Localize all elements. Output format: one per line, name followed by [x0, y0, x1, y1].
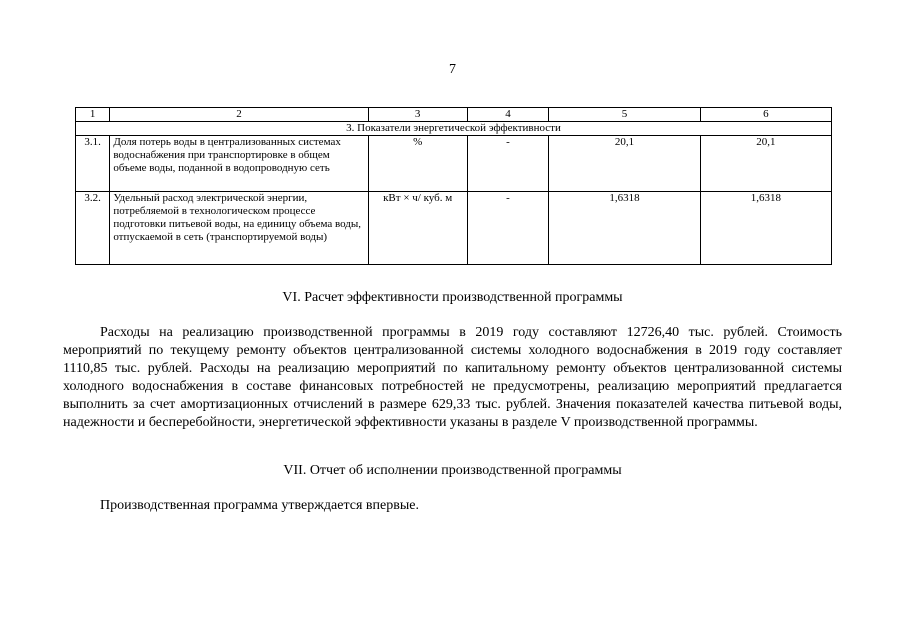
section-7-paragraph: Производственная программа утверждается впервые. — [100, 498, 419, 513]
section-6-paragraph: Расходы на реализацию производственной программы в 2019 году составляют 12726,40 тыс. рублей. Стоимость мероприятий по текущему ремонту объектов централизованной системы холодного водоснабжения в 2019 году составляет 1110,85 тыс. рублей. Расходы на реализацию мероприятий по капитальному ремонту объектов централизованной системы холодного водоснабжения в составе финансовых потребностей не предусмотрены, реализацию мероприятий предлагается выполнить за счет амортизационных отчислений в размере 629,33 тыс. рублей. Значения показателей качества питьевой воды, надежности и бесперебойности, энергетической эффективности указаны в разделе V производственной программы. — [63, 325, 842, 430]
indicator-name: Удельный расход электрической энергии, потребляемой в технологическом процессе подготовки питьевой воды, на единицу объема воды, отпускаемой в сеть (транспортируемой воды) — [110, 192, 368, 265]
value-col5: 20,1 — [549, 136, 700, 192]
table-section-row — [76, 122, 832, 136]
unit-cell: кВт × ч/ куб. м — [368, 192, 467, 265]
table-row — [76, 192, 832, 265]
table-header-row — [76, 108, 832, 122]
header-cell-4: 4 — [467, 108, 549, 122]
header-cell-3: 3 — [368, 108, 467, 122]
section-7-heading: VII. Отчет об исполнении производственной программы — [283, 463, 622, 478]
value-col4: - — [467, 136, 549, 192]
indicators-table — [75, 107, 832, 265]
header-cell-5: 5 — [549, 108, 700, 122]
header-cell-1: 1 — [76, 108, 110, 122]
section-title: 3. Показатели энергетической эффективности — [76, 122, 832, 136]
row-number: 3.2. — [76, 192, 110, 265]
indicator-name: Доля потерь воды в централизованных системах водоснабжения при транспортировке в общем объеме воды, поданной в водопроводную сеть — [110, 136, 368, 192]
header-cell-2: 2 — [110, 108, 368, 122]
page-number: 7 — [449, 62, 456, 77]
header-cell-6: 6 — [700, 108, 831, 122]
section-6-heading: VI. Расчет эффективности производственной программы — [282, 290, 623, 305]
value-col6: 1,6318 — [700, 192, 831, 265]
value-col5: 1,6318 — [549, 192, 700, 265]
unit-cell: % — [368, 136, 467, 192]
table-row — [76, 136, 832, 192]
value-col4: - — [467, 192, 549, 265]
row-number: 3.1. — [76, 136, 110, 192]
value-col6: 20,1 — [700, 136, 831, 192]
